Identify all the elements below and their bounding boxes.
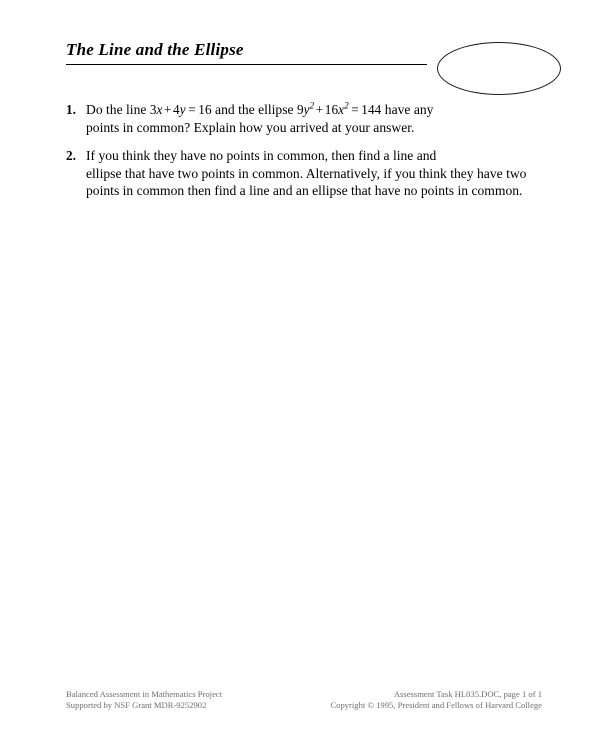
line-eq-constant: 16 [198,102,212,117]
page-title: The Line and the Ellipse [66,40,244,59]
question-1-text-c: have any [381,102,434,117]
ellipse-eq-coef-x: 16 [324,102,339,117]
ellipse-equation [297,102,381,117]
question-2-line-2: ellipse that have two points in common. Alternatively, if you think they have two [86,165,527,181]
question-item-2 [66,147,526,200]
page-footer [66,689,542,712]
footer-copyright: Copyright © 1995, President and Fellows of Harvard College [330,700,542,711]
question-2-line-3: points in common then find a line and an ellipse that have no points in common. [86,183,523,198]
ellipse-eq-var-y: y [303,102,310,117]
footer-left-block [66,689,222,712]
document-header [66,38,561,100]
question-1-line-1 [86,101,526,119]
line-eq-var-x: x [156,102,163,117]
ellipse-eq-exp-y: 2 [309,100,315,111]
footer-task-id: Assessment Task HL035.DOC, page 1 of 1 [393,689,542,699]
question-number-1: 1. [66,102,76,117]
ellipse-eq-exp-x: 2 [344,100,349,111]
question-list [66,101,526,211]
question-number-2: 2. [66,148,76,163]
question-2-line-1: If you think they have no points in common, then find a line and [86,148,437,163]
line-eq-coef-y: 4 [173,102,180,117]
ellipse-eq-constant: 144 [361,102,382,117]
question-1-text-a: Do the line [86,102,150,117]
question-body-2 [86,147,526,200]
ellipse-eq-var-x: x [338,102,345,117]
question-body-1 [86,101,526,136]
score-ellipse-box[interactable] [437,42,561,95]
line-eq-coef-x: 3 [149,102,157,117]
ellipse-eq-plus: + [315,102,324,117]
line-eq-plus: + [163,102,172,117]
footer-right-block [330,689,542,712]
line-equation [150,102,212,117]
ellipse-eq-coef-y: 9 [296,102,304,117]
question-item-1 [66,101,526,136]
question-1-text-b: and the ellipse [211,102,297,117]
footer-project-name: Balanced Assessment in Mathematics Project [66,689,223,699]
ellipse-eq-equals: = [351,102,359,117]
question-1-line-2: points in common? Explain how you arrived at your answer. [86,119,415,135]
footer-grant-info: Supported by NSF Grant MDR-9252902 [66,700,207,711]
title-underline-rule [66,64,427,65]
line-eq-equals: = [188,102,196,117]
line-eq-var-y: y [179,102,186,117]
